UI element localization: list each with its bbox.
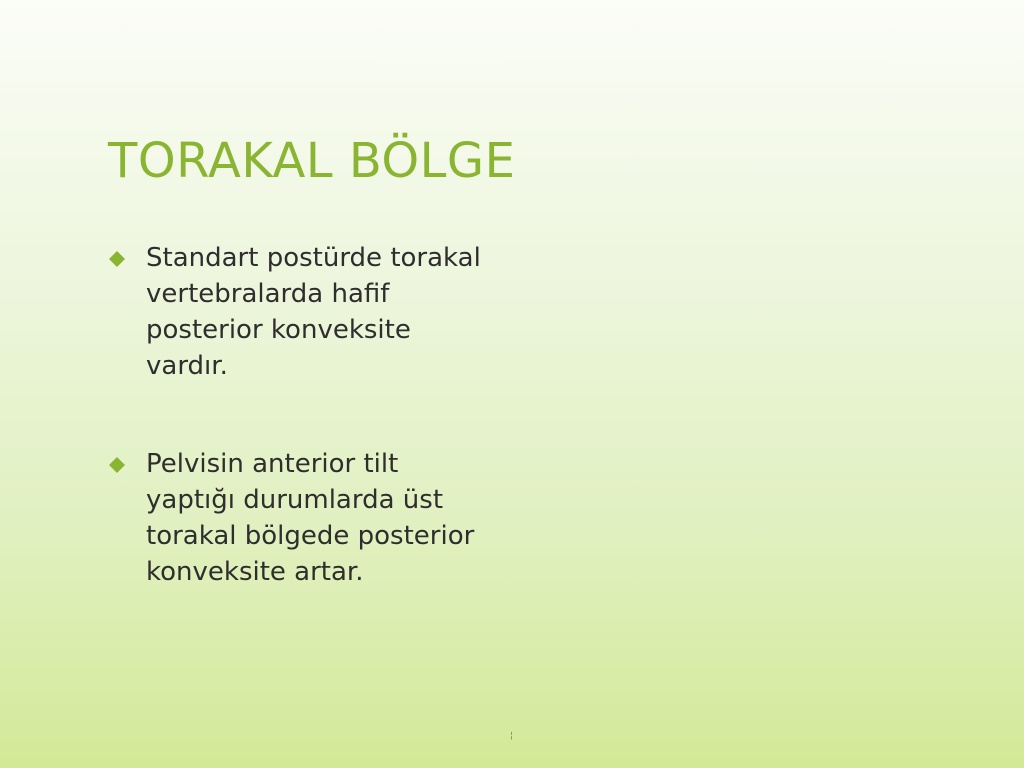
bullet-list (108, 240, 488, 652)
page-number: ¦ (510, 731, 514, 741)
diamond-bullet-icon (108, 250, 126, 268)
bullet-item (108, 240, 488, 384)
slide-title: TORAKAL BÖLGE (108, 133, 516, 189)
bullet-item (108, 446, 488, 590)
bullet-text: Pelvisin anterior tilt yaptığı durumlarda üst torakal bölgede posterior konveksite artar. (146, 449, 475, 587)
bullet-text: Standart postürde torakal vertebralarda hafif posterior konveksite vardır. (146, 243, 481, 381)
diamond-bullet-icon (108, 456, 126, 474)
